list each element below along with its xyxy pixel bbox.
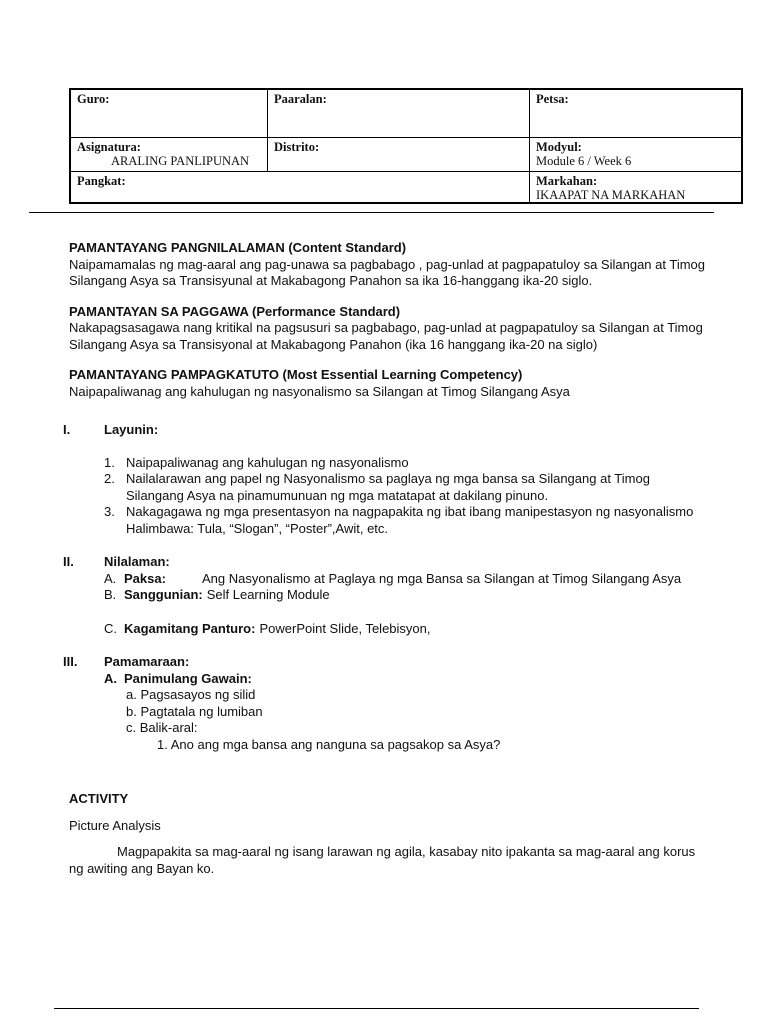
item-number: 1. <box>104 454 115 470</box>
lesson-body <box>63 240 709 877</box>
list-item <box>104 504 709 537</box>
layunin-title: Layunin: <box>104 422 159 437</box>
item-text: Nailalarawan ang papel ng Nasyonalismo sa paglaya ng mga bansa sa Silangang at Timog Silangang Asya na pinamumunuan ng mga matatapat at dakilang pinuno. <box>126 471 650 503</box>
guro-label: Guro: <box>77 92 110 106</box>
item-letter: B. <box>104 587 117 602</box>
activity-subheading: Picture Analysis <box>69 817 161 833</box>
top-divider <box>29 212 714 213</box>
item-letter: A. <box>104 570 117 586</box>
paksa-item <box>104 571 709 588</box>
pangkat-cell <box>71 172 530 202</box>
list-item <box>104 455 709 472</box>
content-standard-section <box>69 240 709 290</box>
paksa-label: Paksa: <box>124 570 166 586</box>
item-letter: C. <box>104 620 117 636</box>
kagamitan-text: PowerPoint Slide, Telebisyon, <box>259 620 431 636</box>
markahan-label: Markahan: <box>536 174 598 188</box>
layunin-list <box>104 455 709 538</box>
pangkat-label: Pangkat: <box>77 174 126 188</box>
performance-standard-heading: PAMANTAYAN SA PAGGAWA (Performance Standard) <box>69 303 401 319</box>
modyul-cell <box>530 138 741 171</box>
pamamaraan-title: Pamamaraan: <box>104 654 190 669</box>
item-text: Naipapaliwanag ang kahulugan ng nasyonalismo <box>126 454 409 470</box>
header-row-1 <box>71 90 741 138</box>
performance-standard-section <box>69 304 709 354</box>
distrito-label: Distrito: <box>274 140 320 154</box>
nilalaman-numeral: II. <box>63 554 74 569</box>
paaralan-label: Paaralan: <box>274 92 327 106</box>
kagamitan-item <box>104 621 709 638</box>
guro-cell <box>71 90 268 137</box>
activity-heading: ACTIVITY <box>69 791 129 806</box>
kagamitan-label: Kagamitang Panturo: <box>124 620 256 636</box>
item-number: 3. <box>104 504 115 519</box>
header-table <box>69 88 743 204</box>
nilalaman-title: Nilalaman: <box>104 554 170 569</box>
competency-heading: PAMANTAYANG PAMPAGKATUTO (Most Essential Learning Competency) <box>69 367 523 382</box>
nilalaman-list <box>104 571 709 638</box>
activity-section <box>69 791 709 877</box>
competency-section <box>69 367 709 400</box>
competency-text: Naipapaliwanag ang kahulugan ng nasyonalismo sa Silangan at Timog Silangang Asya <box>69 383 570 399</box>
modyul-label: Modyul: <box>536 140 582 154</box>
asignatura-value: ARALING PANLIPUNAN <box>111 154 250 168</box>
panimulang-sublist <box>104 687 709 753</box>
content-standard-text: Naipamamalas ng mag-aaral ang pag-unawa sa pagbabago , pag-unlad at pagpapatuloy sa Silangan at Timog Silangang Asya sa Transisyunal at Makabagong Panahon sa ika 16-hanggang ika-20 siglo. <box>69 256 705 288</box>
pamamaraan-numeral: III. <box>63 654 78 669</box>
balik-aral-question: 1. Ano ang mga bansa ang nanguna sa pagsakop sa Asya? <box>157 736 501 752</box>
distrito-cell <box>268 138 530 171</box>
petsa-label: Petsa: <box>536 92 569 106</box>
paaralan-cell <box>268 90 530 137</box>
asignatura-label: Asignatura: <box>77 140 141 154</box>
header-row-2 <box>71 138 741 172</box>
petsa-cell <box>530 90 741 137</box>
modyul-value: Module 6 / Week 6 <box>536 154 632 168</box>
pamamaraan-section <box>63 654 709 753</box>
content-standard-heading: PAMANTAYANG PANGNILALAMAN (Content Standard) <box>69 240 407 255</box>
item-number: 2. <box>104 471 115 486</box>
markahan-cell <box>530 172 741 202</box>
list-item <box>104 471 709 504</box>
header-row-3 <box>71 172 741 202</box>
performance-standard-text: Nakapagsasagawa nang kritikal na pagsusuri sa pagbabago, pag-unlad at pagpapatuloy sa Silangan at Timog Silangang Asya sa Transisyonal at Makabagong Panahon (ika 16 hanggang ika-20 na siglo) <box>69 320 703 352</box>
sub-item: a. Pagsasayos ng silid <box>126 687 256 702</box>
layunin-numeral: I. <box>63 422 71 437</box>
paksa-text: Ang Nasyonalismo at Paglaya ng mga Bansa sa Silangan at Timog Silangang Asya <box>202 570 682 586</box>
sanggunian-item <box>104 587 709 604</box>
sub-item: c. Balik-aral: <box>126 720 198 735</box>
activity-text: Magpapakita sa mag-aaral ng isang larawan ng agila, kasabay nito ipakanta sa mag-aaral ang korus ng awiting ang Bayan ko. <box>69 844 696 876</box>
asignatura-cell <box>71 138 268 171</box>
sub-item: b. Pagtatala ng lumiban <box>126 703 263 719</box>
item-text: Nakagagawa ng mga presentasyon na nagpapakita ng ibat ibang manipestasyon ng nasyonalismo Halimbawa: Tula, “Slogan”, “Poster”,Awit, etc. <box>126 504 694 536</box>
markahan-value: IKAAPAT NA MARKAHAN <box>536 188 686 202</box>
panimulang-label: Panimulang Gawain: <box>124 670 252 686</box>
layunin-section <box>63 422 709 537</box>
sanggunian-text: Self Learning Module <box>206 587 330 602</box>
panimulang-item <box>104 671 709 688</box>
nilalaman-section <box>63 554 709 637</box>
item-letter: A. <box>104 670 117 686</box>
sanggunian-label: Sanggunian: <box>124 587 203 602</box>
bottom-divider <box>54 1008 699 1009</box>
